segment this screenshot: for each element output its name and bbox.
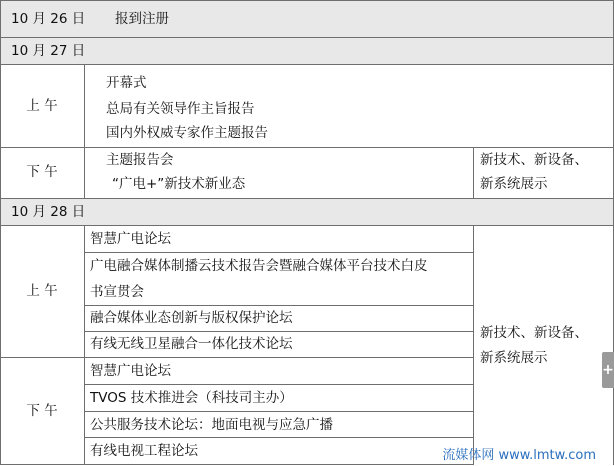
oct27-pm-label: 下 午 bbox=[26, 164, 58, 180]
divider bbox=[84, 305, 473, 306]
oct28-am-item: 智慧广电论坛 bbox=[90, 231, 171, 247]
divider bbox=[473, 225, 474, 465]
oct28-pm-item: 智慧广电论坛 bbox=[90, 363, 171, 379]
date-oct28: 10 月 28 日 bbox=[11, 204, 86, 220]
divider bbox=[0, 198, 614, 199]
activity-registration: 报到注册 bbox=[115, 11, 169, 27]
divider bbox=[84, 411, 473, 412]
divider bbox=[84, 225, 85, 465]
oct27-am-item: 总局有关领导作主旨报告 bbox=[106, 101, 255, 117]
oct28-am-item: 广电融合媒体制播云技术报告会暨融合媒体平台技术白皮 bbox=[90, 258, 428, 274]
row-oct26-band bbox=[0, 0, 614, 37]
oct27-exhibit-line: 新技术、新设备、 bbox=[480, 152, 588, 168]
divider bbox=[84, 384, 473, 385]
row-oct28-header-band bbox=[0, 198, 614, 225]
oct27-exhibit-line: 新系统展示 bbox=[480, 176, 548, 192]
border-bottom bbox=[0, 464, 473, 465]
divider bbox=[84, 437, 473, 438]
divider bbox=[473, 147, 474, 198]
oct28-pm-item: 有线电视工程论坛 bbox=[90, 443, 198, 459]
oct28-pm-label: 下 午 bbox=[26, 403, 58, 419]
divider bbox=[0, 357, 473, 358]
oct28-am-label: 上 午 bbox=[26, 283, 58, 299]
divider bbox=[0, 225, 614, 226]
date-oct27: 10 月 27 日 bbox=[11, 43, 86, 59]
oct28-exhibit-line: 新系统展示 bbox=[480, 350, 548, 366]
border-top bbox=[0, 0, 614, 1]
row-oct27-header-band bbox=[0, 38, 614, 64]
oct28-pm-item: 公共服务技术论坛：地面电视与应急广播 bbox=[90, 417, 333, 433]
oct27-am-item: 开幕式 bbox=[106, 75, 147, 91]
oct28-exhibit-line: 新技术、新设备、 bbox=[480, 325, 588, 341]
oct27-am-label: 上 午 bbox=[26, 98, 58, 114]
divider bbox=[84, 252, 473, 253]
divider bbox=[84, 64, 85, 198]
oct27-pm-item: “广电+”新技术新业态 bbox=[112, 176, 246, 192]
watermark-text: 流媒体网 www.lmtw.com bbox=[442, 448, 596, 463]
oct28-am-item: 融合媒体业态创新与版权保护论坛 bbox=[90, 310, 293, 326]
oct27-pm-item: 主题报告会 bbox=[106, 152, 174, 168]
oct28-pm-item: TVOS 技术推进会（科技司主办） bbox=[90, 390, 293, 406]
divider bbox=[0, 147, 614, 148]
oct28-am-item: 书宣贯会 bbox=[90, 284, 144, 300]
date-oct26: 10 月 26 日 bbox=[11, 11, 86, 27]
oct27-am-item: 国内外权威专家作主题报告 bbox=[106, 125, 268, 141]
divider bbox=[0, 64, 614, 65]
border-left bbox=[0, 0, 1, 465]
expand-plus-icon[interactable]: + bbox=[602, 352, 614, 388]
oct28-am-item: 有线无线卫星融合一体化技术论坛 bbox=[90, 336, 293, 352]
divider bbox=[0, 37, 614, 38]
divider bbox=[84, 331, 473, 332]
